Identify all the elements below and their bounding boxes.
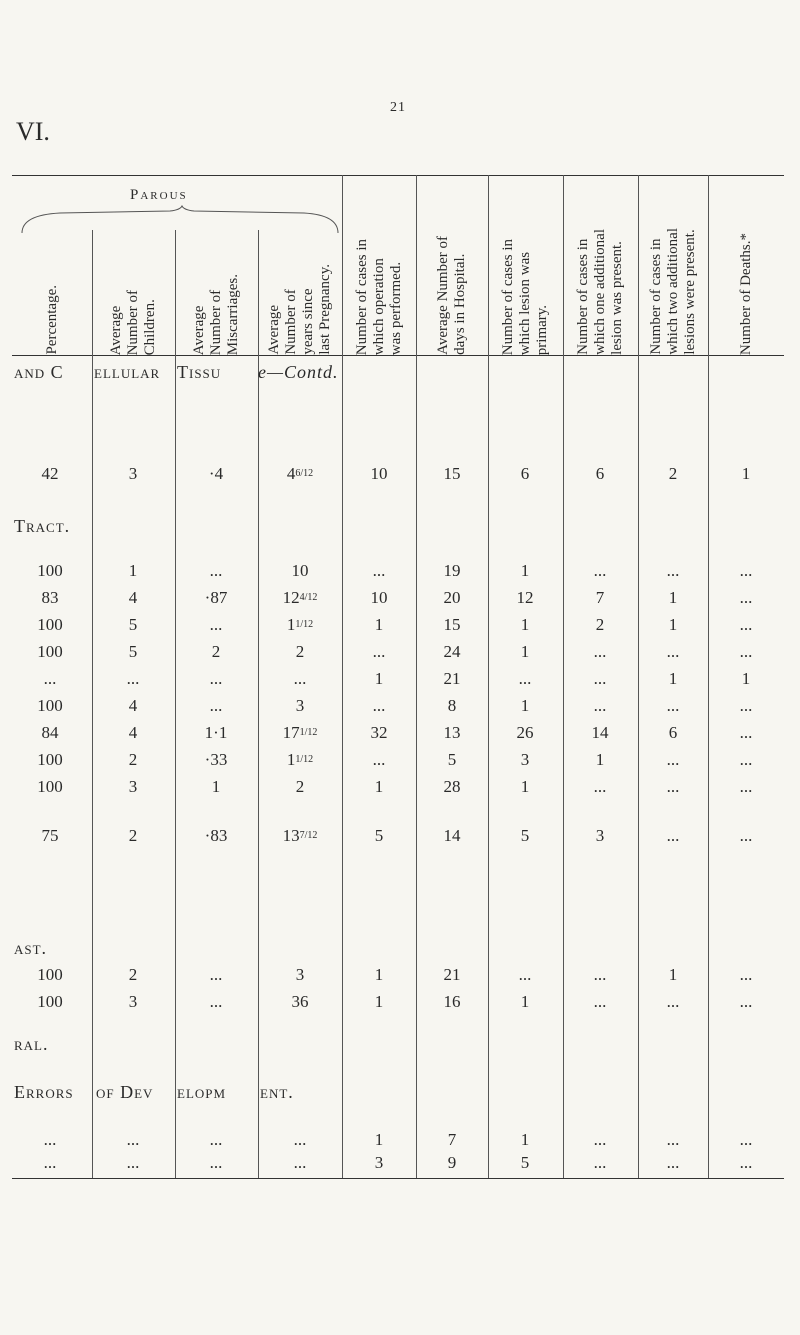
table-cell: 1 (374, 615, 384, 634)
col-head-percentage: Percentage. (43, 285, 60, 355)
table-cell: 2 (668, 464, 678, 483)
table-cell: 5 (128, 642, 138, 661)
table-cell: ... (43, 669, 57, 688)
table-cell: ... (593, 642, 607, 661)
table-cell: 3 (128, 992, 138, 1011)
section-heading: and C (14, 362, 64, 382)
table-cell: ... (739, 992, 753, 1011)
table-cell: ... (593, 696, 607, 715)
table-cell: 137/12 (282, 826, 318, 845)
table-cell: 124/12 (282, 588, 318, 607)
table-cell: 12 (516, 588, 534, 607)
section-heading: Tissu (177, 362, 222, 382)
table-cell: 3 (128, 464, 138, 483)
table-cell: ... (593, 992, 607, 1011)
table-cell: ... (666, 696, 680, 715)
parous-group-heading: Parous (130, 187, 188, 203)
table-cell: ... (666, 992, 680, 1011)
table-cell: 3 (595, 826, 605, 845)
section-heading: of Dev (96, 1082, 154, 1102)
table-cell: ... (593, 777, 607, 796)
bottom-rule (12, 1178, 784, 1179)
table-cell: 15 (443, 464, 461, 483)
table-cell: ... (518, 965, 532, 984)
column-divider (175, 230, 176, 1178)
table-cell: ... (209, 615, 223, 634)
table-cell: 1 (520, 1130, 530, 1149)
table-cell: 1 (668, 669, 678, 688)
table-cell: 100 (37, 965, 63, 984)
table-cell: 19 (443, 561, 461, 580)
table-cell: 100 (37, 992, 63, 1011)
table-cell: ... (666, 826, 680, 845)
table-cell: 36 (291, 992, 309, 1011)
table-cell: 46/12 (286, 464, 314, 483)
col-head-children: Average Number of Children. (108, 289, 158, 355)
table-cell: 10 (370, 464, 388, 483)
col-head-one-additional: Number of cases in which one additional lesion was present. (575, 229, 625, 355)
table-cell: 4 (128, 696, 138, 715)
table-cell: 11/12 (286, 615, 314, 634)
table-cell: 3 (374, 1153, 384, 1172)
table-cell: ... (739, 1130, 753, 1149)
table-cell: ... (666, 1153, 680, 1172)
table-cell: ... (739, 965, 753, 984)
table-cell: ·83 (204, 826, 228, 845)
table-cell: 6 (520, 464, 530, 483)
page-number: 21 (390, 100, 406, 115)
table-cell: ... (739, 750, 753, 769)
table-cell: 3 (520, 750, 530, 769)
table-cell: ... (739, 615, 753, 634)
table-cell: 7 (447, 1130, 457, 1149)
table-cell: 4 (128, 588, 138, 607)
table-cell: 1 (668, 615, 678, 634)
table-cell: ... (666, 777, 680, 796)
section-heading: elopm (177, 1082, 227, 1102)
table-cell: 100 (37, 615, 63, 634)
table-cell: ... (666, 642, 680, 661)
table-cell: 1 (520, 777, 530, 796)
table-cell: 10 (291, 561, 309, 580)
table-cell: ... (372, 750, 386, 769)
table-cell: 24 (443, 642, 461, 661)
table-cell: ... (209, 992, 223, 1011)
table-cell: 1 (668, 965, 678, 984)
table-cell: 9 (447, 1153, 457, 1172)
table-cell: ... (739, 642, 753, 661)
table-cell: 15 (443, 615, 461, 634)
table-cell: ... (593, 1153, 607, 1172)
table-cell: ·4 (208, 464, 224, 483)
table-cell: ... (739, 723, 753, 742)
table-cell: 6 (668, 723, 678, 742)
col-head-miscarriages: Average Number of Miscarriages. (191, 273, 241, 355)
table-cell: 14 (443, 826, 461, 845)
table-cell: ... (593, 1130, 607, 1149)
table-cell: 1 (668, 588, 678, 607)
table-cell: 5 (447, 750, 457, 769)
table-cell: 1 (374, 1130, 384, 1149)
table-cell: 1 (374, 669, 384, 688)
section-heading: ent. (260, 1082, 294, 1102)
section-heading: Tract. (14, 516, 71, 536)
table-cell: 1 (520, 992, 530, 1011)
table-cell: ... (739, 1153, 753, 1172)
table-cell: ... (293, 1130, 307, 1149)
table-cell: 1 (520, 561, 530, 580)
table-cell: ·33 (204, 750, 228, 769)
table-cell: ... (126, 1153, 140, 1172)
table-cell: 2 (128, 965, 138, 984)
table-cell: 26 (516, 723, 534, 742)
table-cell: ... (739, 696, 753, 715)
table-cell: 1 (595, 750, 605, 769)
table-cell: ... (126, 1130, 140, 1149)
table-cell: 42 (41, 464, 59, 483)
table-cell: ... (372, 642, 386, 661)
table-cell: 1 (741, 464, 751, 483)
table-cell: ... (293, 669, 307, 688)
table-cell: ... (666, 750, 680, 769)
table-cell: 1 (128, 561, 138, 580)
table-cell: 100 (37, 750, 63, 769)
table-cell: 100 (37, 696, 63, 715)
table-cell: ... (209, 1153, 223, 1172)
column-divider (92, 230, 93, 1178)
table-cell: ... (209, 561, 223, 580)
table-cell: 3 (128, 777, 138, 796)
table-cell: 10 (370, 588, 388, 607)
table-cell: 13 (443, 723, 461, 742)
table-cell: ... (739, 561, 753, 580)
table-cell: 1 (741, 669, 751, 688)
table-cell: 32 (370, 723, 388, 742)
table-cell: 5 (128, 615, 138, 634)
col-head-primary: Number of cases in which lesion was primary. (500, 238, 550, 355)
table-cell: 14 (591, 723, 609, 742)
table-cell: ... (43, 1130, 57, 1149)
col-head-two-additional: Number of cases in which two additional lesions were present. (647, 228, 698, 355)
table-cell: 20 (443, 588, 461, 607)
table-cell: ... (739, 826, 753, 845)
table-cell: 1 (374, 965, 384, 984)
table-cell: 83 (41, 588, 59, 607)
col-head-years-since: Average Number of years since last Pregnancy. (266, 264, 333, 355)
table-cell: 2 (211, 642, 221, 661)
table-cell: 5 (520, 826, 530, 845)
table-cell: ... (593, 561, 607, 580)
table-cell: 11/12 (286, 750, 314, 769)
table-cell: ... (593, 669, 607, 688)
table-cell: 1 (211, 777, 221, 796)
table-cell: 84 (41, 723, 59, 742)
table-cell: 21 (443, 669, 461, 688)
table-cell: 2 (128, 750, 138, 769)
table-cell: ... (372, 696, 386, 715)
table-cell: 100 (37, 777, 63, 796)
col-head-hospital-days: Average Number of days in Hospital. (435, 236, 468, 355)
table-cell: ... (43, 1153, 57, 1172)
table-cell: 2 (128, 826, 138, 845)
col-head-operation: Number of cases in which operation was performed. (353, 238, 404, 355)
table-cell: 21 (443, 965, 461, 984)
table-cell: 171/12 (282, 723, 318, 742)
table-cell: 1 (520, 642, 530, 661)
table-cell: ... (593, 965, 607, 984)
table-cell: 1·1 (204, 723, 228, 742)
table-cell: 5 (520, 1153, 530, 1172)
section-heading: ral. (14, 1034, 49, 1054)
table-cell: 100 (37, 561, 63, 580)
table-cell: 2 (295, 642, 305, 661)
table-cell: 1 (374, 777, 384, 796)
table-cell: ... (209, 1130, 223, 1149)
table-cell: 3 (295, 696, 305, 715)
table-cell: 16 (443, 992, 461, 1011)
table-cell: 4 (128, 723, 138, 742)
section-heading: e—Contd. (258, 362, 339, 382)
table-cell: 2 (295, 777, 305, 796)
table-cell: 100 (37, 642, 63, 661)
table-cell: 7 (595, 588, 605, 607)
section-heading: ast. (14, 938, 48, 958)
col-head-deaths: Number of Deaths.* (737, 232, 754, 355)
table-cell: ... (209, 965, 223, 984)
table-cell: 28 (443, 777, 461, 796)
table-cell: 8 (447, 696, 457, 715)
table-cell: ... (739, 777, 753, 796)
table-cell: 5 (374, 826, 384, 845)
table-cell: ... (209, 696, 223, 715)
section-heading: ellular (94, 362, 161, 382)
section-numeral: VI. (16, 117, 50, 146)
top-rule (12, 175, 784, 176)
table-cell: ... (293, 1153, 307, 1172)
table-cell: ... (372, 561, 386, 580)
table-cell: ... (666, 1130, 680, 1149)
table-cell: ... (666, 561, 680, 580)
table-cell: 1 (520, 696, 530, 715)
table-cell: 1 (520, 615, 530, 634)
table-cell: ... (518, 669, 532, 688)
table-cell: ... (126, 669, 140, 688)
table-cell: 3 (295, 965, 305, 984)
section-heading: Errors (14, 1082, 74, 1102)
table-cell: ... (739, 588, 753, 607)
table-cell: ·87 (204, 588, 228, 607)
table-cell: 6 (595, 464, 605, 483)
table-cell: 2 (595, 615, 605, 634)
table-cell: 75 (41, 826, 59, 845)
table-cell: 1 (374, 992, 384, 1011)
table-cell: ... (209, 669, 223, 688)
